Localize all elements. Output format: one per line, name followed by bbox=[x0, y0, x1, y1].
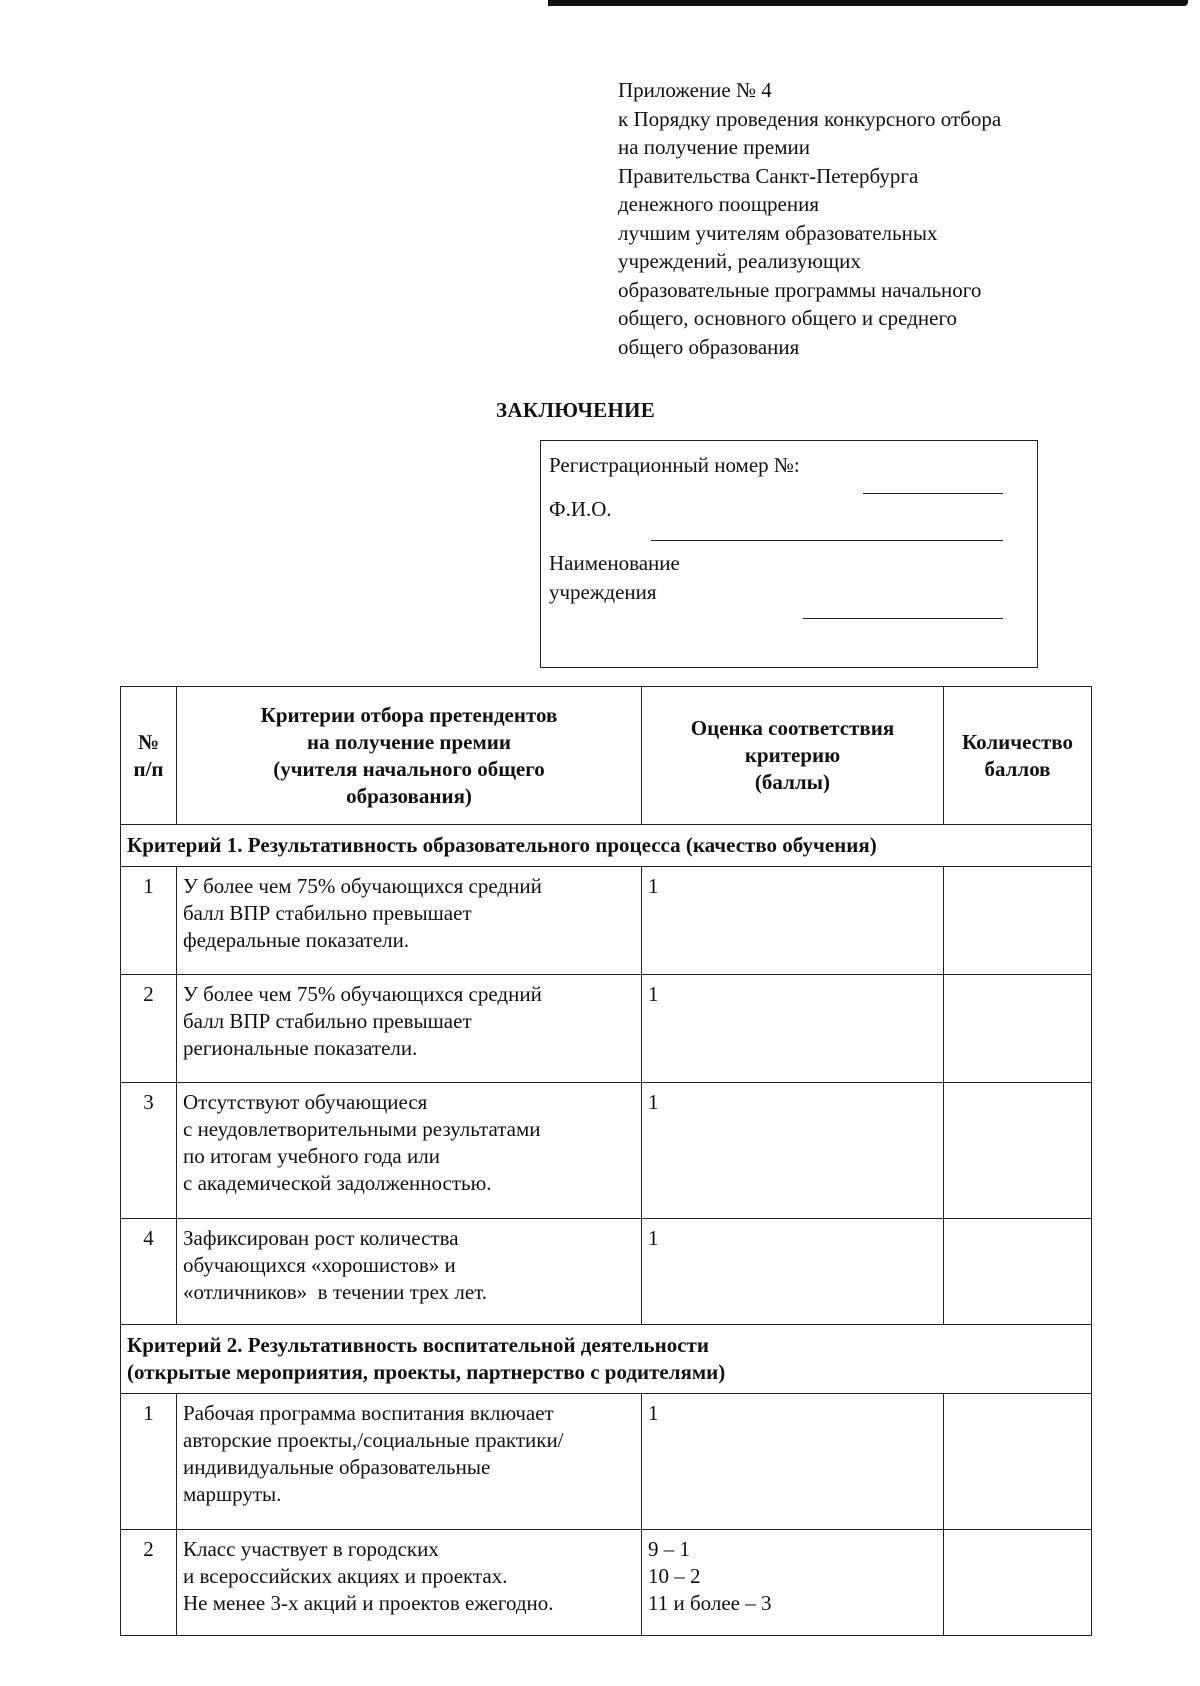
row-points-cell[interactable] bbox=[944, 1530, 1092, 1636]
header-num bbox=[121, 687, 177, 825]
evaluation-line: 11 и более – 3 bbox=[648, 1591, 772, 1615]
section-row bbox=[121, 825, 1092, 867]
table-row bbox=[121, 1530, 1092, 1636]
criteria-line: региональные показатели. bbox=[183, 1036, 418, 1060]
row-evaluation bbox=[642, 1083, 944, 1219]
appendix-line: образовательные программы начального bbox=[618, 277, 982, 302]
appendix-line: общего, основного общего и среднего bbox=[618, 306, 958, 330]
header-text: на получение премии bbox=[307, 729, 511, 754]
row-points-cell[interactable] bbox=[944, 1219, 1092, 1325]
header-evaluation bbox=[642, 687, 944, 825]
criteria-line: Отсутствуют обучающиеся bbox=[183, 1090, 428, 1114]
fio-label: Ф.И.О. bbox=[549, 497, 612, 521]
top-edge-rule bbox=[548, 0, 1188, 6]
row-criteria bbox=[177, 975, 642, 1083]
section-title-line: Критерий 1. Результативность образовательного процесса (качество обучения) bbox=[127, 833, 877, 857]
row-evaluation bbox=[642, 867, 944, 975]
header-text: образования) bbox=[346, 783, 472, 808]
row-points-cell[interactable] bbox=[944, 1394, 1092, 1530]
appendix-line: общего образования bbox=[618, 334, 800, 359]
appendix-line: Правительства Санкт-Петербурга bbox=[618, 163, 919, 188]
row-criteria bbox=[177, 1394, 642, 1530]
row-criteria bbox=[177, 867, 642, 975]
header-text: (баллы) bbox=[754, 770, 831, 794]
reg-number-label: Регистрационный номер №: bbox=[549, 453, 800, 477]
appendix-line: Приложение № 4 bbox=[618, 78, 772, 102]
evaluation-line: 1 bbox=[648, 1090, 659, 1114]
row-evaluation bbox=[642, 1530, 944, 1636]
criteria-line: У более чем 75% обучающихся средний bbox=[183, 982, 542, 1006]
row-number: 2 bbox=[121, 1530, 177, 1636]
header-text: Критерии отбора претендентов bbox=[260, 702, 558, 727]
appendix-header bbox=[618, 76, 1138, 361]
row-number: 1 bbox=[121, 1394, 177, 1530]
row-number: 4 bbox=[121, 1219, 177, 1325]
header-criteria bbox=[177, 687, 642, 825]
criteria-line: «отличников» в течении трех лет. bbox=[183, 1280, 488, 1304]
criteria-line: балл ВПР стабильно превышает bbox=[183, 1009, 472, 1033]
header-text: Количество bbox=[961, 729, 1074, 754]
row-points-cell[interactable] bbox=[944, 867, 1092, 975]
criteria-line: по итогам учебного года или bbox=[183, 1144, 440, 1168]
evaluation-line: 1 bbox=[648, 982, 659, 1006]
header-text: п/п bbox=[133, 756, 164, 781]
criteria-line: Зафиксирован рост количества bbox=[183, 1226, 459, 1250]
table-row bbox=[121, 867, 1092, 975]
evaluation-line: 1 bbox=[648, 874, 659, 898]
evaluation-line: 1 bbox=[648, 1226, 659, 1250]
fio-field[interactable] bbox=[651, 540, 1003, 541]
header-text: критерию bbox=[744, 743, 841, 767]
header-text: № bbox=[137, 729, 160, 754]
evaluation-line: 9 – 1 bbox=[648, 1537, 690, 1561]
table-row bbox=[121, 1219, 1092, 1325]
header-points bbox=[944, 687, 1092, 825]
table-row bbox=[121, 1083, 1092, 1219]
row-number: 2 bbox=[121, 975, 177, 1083]
table-row bbox=[121, 975, 1092, 1083]
appendix-line: лучшим учителям образовательных bbox=[618, 220, 938, 245]
criteria-line: балл ВПР стабильно превышает bbox=[183, 901, 472, 925]
evaluation-line: 1 bbox=[648, 1401, 659, 1425]
header-text: Оценка соответствия bbox=[690, 716, 895, 740]
table-row bbox=[121, 1394, 1092, 1530]
evaluation-line: 10 – 2 bbox=[648, 1564, 701, 1588]
row-criteria bbox=[177, 1530, 642, 1636]
criteria-line: авторские проекты,/социальные практики/ bbox=[183, 1428, 564, 1452]
criteria-line: У более чем 75% обучающихся средний bbox=[183, 874, 542, 898]
section-row bbox=[121, 1325, 1092, 1394]
appendix-line: денежного поощрения bbox=[618, 192, 820, 216]
row-evaluation bbox=[642, 1394, 944, 1530]
criteria-line: Класс участвует в городских bbox=[183, 1537, 439, 1561]
criteria-line: обучающихся «хорошистов» и bbox=[183, 1253, 456, 1277]
header-text: баллов bbox=[984, 756, 1051, 781]
criteria-line: Рабочая программа воспитания включает bbox=[183, 1401, 554, 1425]
criteria-table bbox=[120, 686, 1092, 1636]
section-title-line: (открытые мероприятия, проекты, партнерство с родителями) bbox=[127, 1360, 726, 1384]
row-points-cell[interactable] bbox=[944, 1083, 1092, 1219]
reg-number-field[interactable] bbox=[863, 493, 1003, 494]
row-criteria bbox=[177, 1219, 642, 1325]
criteria-line: Не менее 3-х акций и проектов ежегодно. bbox=[183, 1591, 554, 1615]
row-criteria bbox=[177, 1083, 642, 1219]
institution-label: учреждения bbox=[549, 580, 657, 604]
criteria-line: с академической задолженностью. bbox=[183, 1171, 492, 1195]
registration-box bbox=[540, 440, 1038, 668]
appendix-line: к Порядку проведения конкурсного отбора bbox=[618, 106, 1002, 131]
row-evaluation bbox=[642, 1219, 944, 1325]
criteria-line: федеральные показатели. bbox=[183, 928, 410, 952]
institution-label: Наименование bbox=[549, 551, 680, 575]
criteria-line: с неудовлетворительными результатами bbox=[183, 1117, 541, 1141]
appendix-line: учреждений, реализующих bbox=[618, 249, 861, 273]
document-title: ЗАКЛЮЧЕНИЕ bbox=[496, 398, 656, 422]
appendix-line: на получение премии bbox=[618, 135, 811, 159]
row-number: 3 bbox=[121, 1083, 177, 1219]
criteria-line: и всероссийских акциях и проектах. bbox=[183, 1564, 508, 1588]
section-title bbox=[121, 1325, 1092, 1394]
criteria-line: индивидуальные образовательные bbox=[183, 1455, 491, 1479]
table-header-row bbox=[121, 687, 1092, 825]
row-evaluation bbox=[642, 975, 944, 1083]
section-title bbox=[121, 825, 1092, 867]
header-text: (учителя начального общего bbox=[273, 756, 545, 781]
institution-field[interactable] bbox=[803, 618, 1003, 619]
criteria-line: маршруты. bbox=[183, 1482, 282, 1506]
row-points-cell[interactable] bbox=[944, 975, 1092, 1083]
row-number: 1 bbox=[121, 867, 177, 975]
section-title-line: Критерий 2. Результативность воспитательной деятельности bbox=[127, 1333, 709, 1357]
